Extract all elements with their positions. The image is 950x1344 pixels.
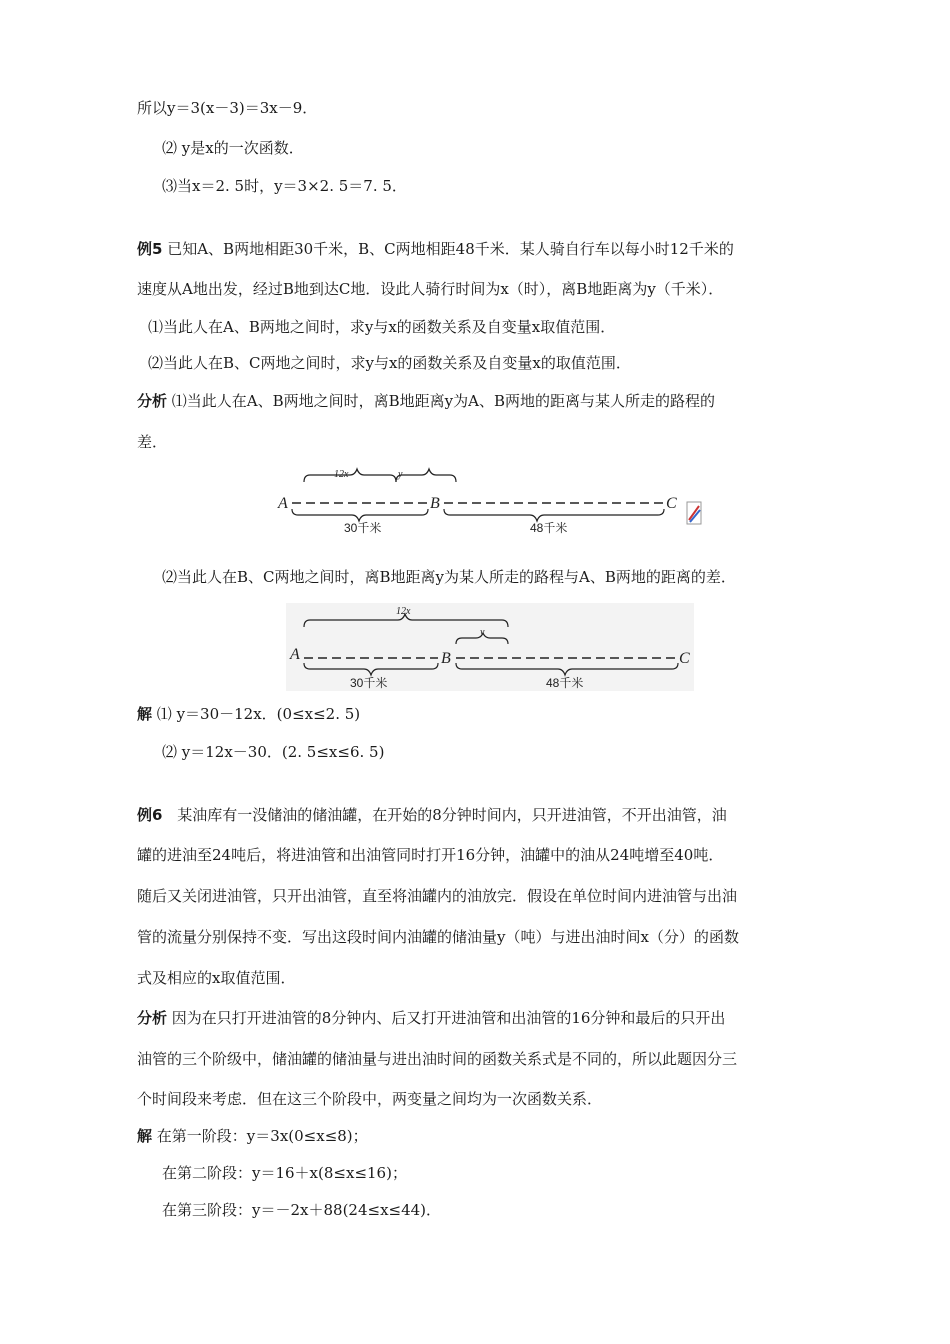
analysis-label: 分析 [137, 392, 168, 410]
label-12x: 12x [396, 606, 411, 617]
example-6-line [137, 805, 727, 825]
analysis-6-line [137, 1008, 725, 1028]
text-line: 管的流量分别保持不变．写出这段时间内油罐的储油量y（吨）与进出油时间x（分）的函数 [137, 928, 739, 946]
text-line: ⑴当此人在A、B两地之间时，求y与x的函数关系及自变量x取值范围． [148, 318, 616, 336]
example-text: 已知A、B两地相距30千米，B、C两地相距48千米．某人骑自行车以每小时12千米的 [167, 240, 734, 258]
distance-ab: 30千米 [344, 521, 382, 535]
text-line: 在第二阶段：y＝16＋x(8≤x≤16)； [162, 1164, 407, 1182]
analysis-5-line [137, 391, 715, 411]
solution-text: ⑴ y＝30－12x．(0≤x≤2. 5) [156, 705, 361, 723]
text-line: 罐的进油至24吨后，将进油管和出油管同时打开16分钟，油罐中的油从24吨增至40吨． [137, 846, 724, 864]
label-y: y [398, 469, 403, 480]
point-a: A [278, 495, 288, 512]
text-line: 在第三阶段：y＝－2x＋88(24≤x≤44)． [162, 1201, 442, 1219]
distance-ab: 30千米 [350, 676, 388, 690]
example-label: 例5 [137, 240, 163, 258]
analysis-text: 因为在只打开进油管的8分钟内、后又打开进油管和出油管的16分钟和最后的只开出 [171, 1009, 726, 1027]
example-5-line [137, 239, 734, 259]
point-b: B [441, 650, 451, 667]
text-line: ⑵当此人在B、C两地之间时，离B地距离y为某人所走的路程与A、B两地的距离的差． [162, 568, 736, 586]
analysis-text: ⑴当此人在A、B两地之间时，离B地距离y为A、B两地的距离与某人所走的路程的 [171, 392, 716, 410]
text-line: ⑵当此人在B、C两地之间时，求y与x的函数关系及自变量x的取值范围． [148, 354, 631, 372]
solution-text: 在第一阶段：y＝3x(0≤x≤8)； [156, 1127, 368, 1145]
solution-label: 解 [137, 705, 153, 723]
example-label: 例6 [137, 806, 163, 824]
text-line: ⑵ y＝12x－30．(2. 5≤x≤6. 5) [162, 743, 385, 761]
solution-label: 解 [137, 1127, 153, 1145]
text-line: ⑶当x＝2. 5时，y＝3×2. 5＝7. 5． [162, 177, 407, 195]
point-a: A [290, 646, 300, 663]
solution-6-line [137, 1126, 368, 1146]
broken-image-icon [687, 502, 701, 524]
distance-bc: 48千米 [546, 676, 584, 690]
label-12x: 12x [334, 469, 349, 480]
text-line: 随后又关闭进油管，只开出油管，直至将油罐内的油放完．假设在单位时间内进油管与出油 [137, 887, 738, 905]
text-line: 式及相应的x取值范围． [137, 969, 296, 987]
distance-figure-2 [286, 603, 694, 695]
point-b: B [430, 495, 440, 512]
label-y: y [480, 627, 485, 638]
distance-figure-1 [272, 466, 712, 542]
text-line: 速度从A地出发，经过B地到达C地．设此人骑行时间为x（时），离B地距离为y（千米）． [137, 280, 724, 298]
text-line: ⑵ y是x的一次函数． [162, 139, 304, 157]
point-c: C [666, 495, 677, 512]
text-line: 油管的三个阶级中，储油罐的储油量与进出油时间的函数关系式是不同的，所以此题因分三 [137, 1050, 738, 1068]
distance-bc: 48千米 [530, 521, 568, 535]
point-c: C [679, 650, 690, 667]
text-line: 差． [137, 433, 168, 451]
text-line: 个时间段来考虑．但在这三个阶段中，两变量之间均为一次函数关系． [137, 1090, 603, 1108]
solution-5-line [137, 704, 360, 724]
analysis-label: 分析 [137, 1009, 168, 1027]
example-text: 某油库有一没储油的储油罐，在开始的8分钟时间内，只开进油管，不开出油管，油 [177, 806, 727, 824]
text-line: 所以y＝3(x－3)＝3x－9． [137, 99, 318, 117]
